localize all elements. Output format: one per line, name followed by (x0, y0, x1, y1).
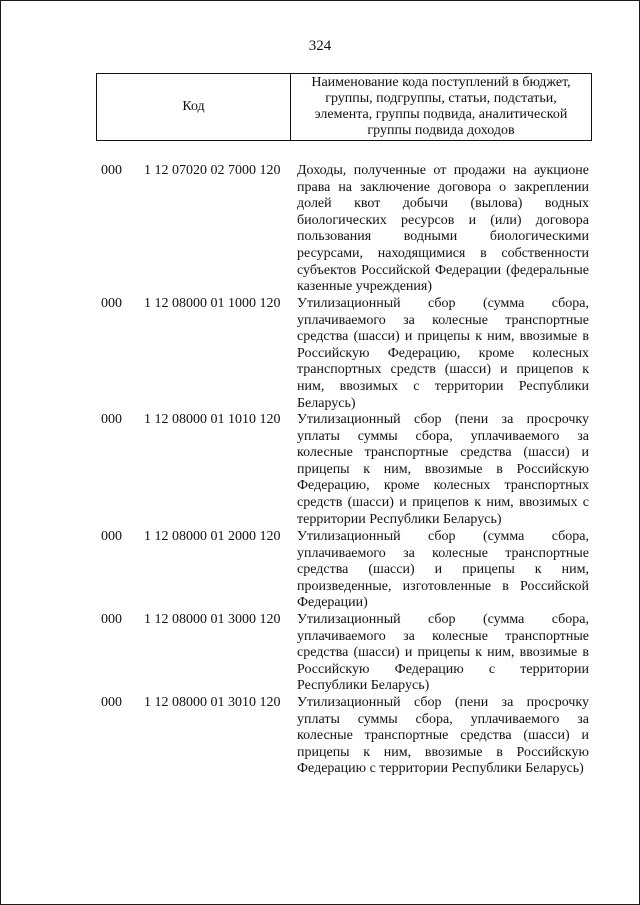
revenue-description: Утилизационный сбор (сумма сбора, уплачиваемого за колесные транспортные средства (шасси) и прицепы к ним, произведенные, изготовленные в Российской Федерации) (297, 529, 589, 611)
header-name-label: Наименование кода поступлений в бюджет, группы, подгруппы, статьи, подстатьи, элемента, группы подвида, аналитической группы подвида доходов (311, 75, 571, 138)
header-name-cell (291, 74, 591, 140)
revenue-description: Доходы, полученные от продажи на аукционе права на заключение договора о закреплении долей квот добычи (вылова) водных биологических ресурсов и (или) договора пользования водными биологическими ресурсами, находящимися в собственности субъектов Российской Федерации (федеральные казенные учреждения) (297, 163, 589, 295)
admin-code: 000 (101, 529, 122, 544)
header-code-cell (97, 74, 291, 140)
header-code-label: Код (182, 99, 205, 114)
revenue-code: 1 12 07020 02 7000 120 (144, 163, 281, 178)
admin-code: 000 (101, 296, 122, 311)
revenue-code: 1 12 08000 01 3000 120 (144, 612, 281, 627)
revenue-description: Утилизационный сбор (сумма сбора, уплачиваемого за колесные транспортные средства (шасси) и прицепы к ним, ввозимые в Российскую Федерацию с территории Республики Беларусь) (297, 612, 589, 694)
revenue-description: Утилизационный сбор (пени за просрочку уплаты суммы сбора, уплачиваемого за колесные транспортные средства (шасси) и прицепы к ним, ввозимые в Российскую Федерацию, кроме колесных транспортных средств (шасси) и прицепов к ним, ввозимых с территории Республики Беларусь) (297, 412, 589, 527)
table-header (96, 73, 592, 141)
revenue-code: 1 12 08000 01 3010 120 (144, 695, 281, 710)
admin-code: 000 (101, 612, 122, 627)
admin-code: 000 (101, 412, 122, 427)
revenue-code: 1 12 08000 01 1010 120 (144, 412, 281, 427)
admin-code: 000 (101, 163, 122, 178)
admin-code: 000 (101, 695, 122, 710)
revenue-code: 1 12 08000 01 1000 120 (144, 296, 281, 311)
revenue-code: 1 12 08000 01 2000 120 (144, 529, 281, 544)
page-number: 324 (308, 38, 332, 54)
revenue-description: Утилизационный сбор (сумма сбора, уплачиваемого за колесные транспортные средства (шасси) и прицепы к ним, ввозимые в Российскую Федерацию, кроме колесных транспортных средств (шасси) и прицепов к ним, ввозимых с территории Республики Беларусь) (297, 296, 589, 411)
revenue-description: Утилизационный сбор (пени за просрочку уплаты суммы сбора, уплачиваемого за колесные транспортные средства (шасси) и прицепы к ним, ввозимые в Российскую Федерацию с территории Республики Беларусь) (297, 695, 589, 777)
